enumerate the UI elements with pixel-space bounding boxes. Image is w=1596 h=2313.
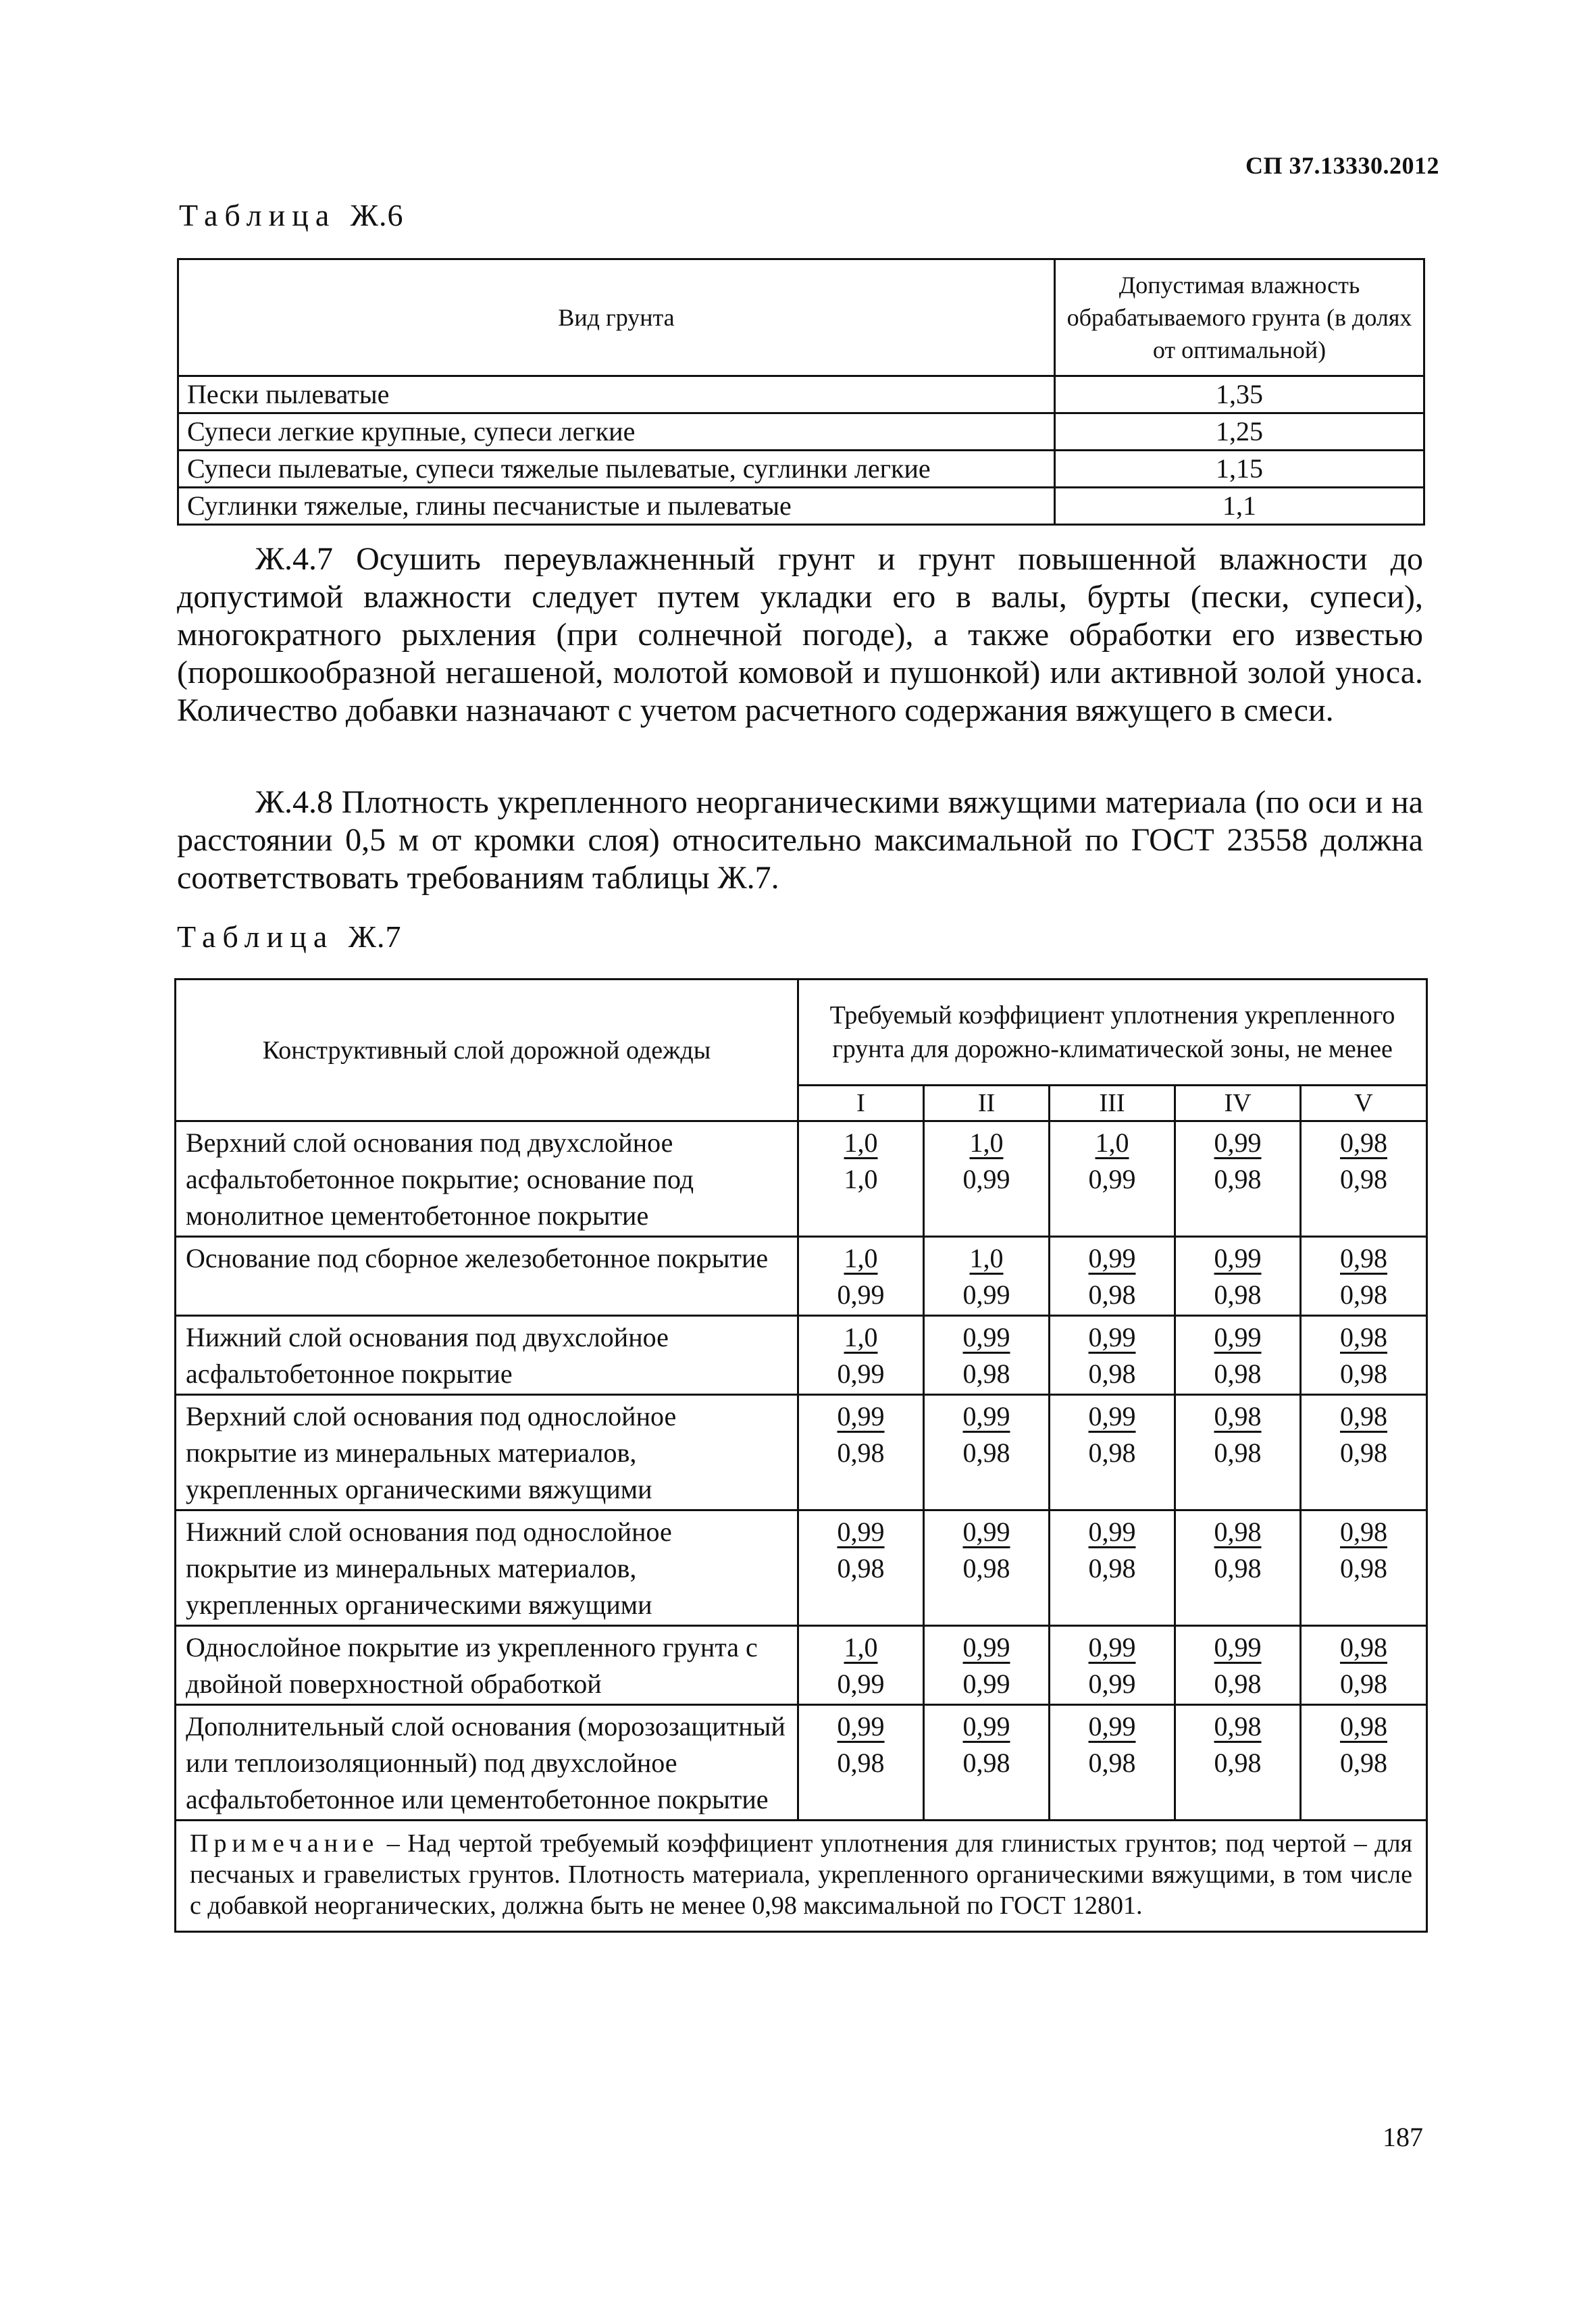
coef-sand: 0,98: [1340, 1669, 1387, 1699]
table-row: [176, 1626, 1427, 1705]
coef-sand: 0,98: [837, 1553, 885, 1583]
coef-clay: 0,98: [1340, 1322, 1387, 1352]
coef-sand: 0,98: [1340, 1553, 1387, 1583]
coef-clay: 0,98: [1340, 1243, 1387, 1273]
coef-clay: 0,99: [1088, 1632, 1136, 1662]
coef-sand: 0,98: [962, 1553, 1010, 1583]
moisture-value-cell: 1,1: [1055, 488, 1424, 525]
coef-sand: 0,98: [1340, 1164, 1387, 1194]
coefficient-cell: [1301, 1316, 1427, 1395]
layer-cell: Нижний слой основания под двухслойное асфальтобетонное покрытие: [176, 1316, 798, 1395]
table-caption: [179, 197, 403, 233]
coef-sand: 0,98: [1340, 1438, 1387, 1468]
coef-clay: 0,99: [962, 1632, 1010, 1662]
coefficient-cell: [1301, 1705, 1427, 1821]
coef-sand: 0,98: [1214, 1358, 1262, 1389]
coef-sand: 0,98: [1214, 1164, 1262, 1194]
coefficient-cell: [1050, 1510, 1175, 1626]
coef-sand: 0,98: [837, 1438, 885, 1468]
caption-number: Ж.7: [348, 919, 402, 954]
coefficient-cell: [1050, 1705, 1175, 1821]
moisture-value-cell: 1,15: [1055, 451, 1424, 488]
caption-label: Таблица: [177, 919, 334, 954]
zone-header: IV: [1175, 1086, 1301, 1121]
coef-sand: 0,98: [1088, 1438, 1136, 1468]
coef-clay: 0,99: [962, 1401, 1010, 1431]
zone-header: II: [924, 1086, 1050, 1121]
header-layer: Конструктивный слой дорожной одежды: [176, 980, 798, 1121]
coefficient-cell: [1301, 1121, 1427, 1237]
zone-header: I: [798, 1086, 924, 1121]
coefficient-cell: [1175, 1626, 1301, 1705]
header-coefficient: Требуемый коэффициент уплотнения укрепленного грунта для дорожно-климатической зоны, не менее: [798, 980, 1427, 1086]
coef-sand: 1,0: [844, 1164, 878, 1194]
coefficient-cell: [798, 1316, 924, 1395]
coef-sand: 0,98: [962, 1438, 1010, 1468]
coefficient-cell: [1175, 1121, 1301, 1237]
coefficient-cell: [798, 1510, 924, 1626]
coef-sand: 0,98: [1088, 1358, 1136, 1389]
table-zh6: [177, 258, 1425, 526]
coefficient-cell: [1301, 1395, 1427, 1510]
table-header-row: [178, 259, 1424, 376]
coef-sand: 0,98: [1340, 1279, 1387, 1310]
coef-clay: 0,99: [1214, 1127, 1262, 1158]
coef-clay: 0,99: [1214, 1632, 1262, 1662]
table-row: [176, 1121, 1427, 1237]
coef-clay: 0,99: [1088, 1517, 1136, 1547]
coef-clay: 0,99: [1214, 1322, 1262, 1352]
coef-sand: 0,98: [1088, 1748, 1136, 1778]
coefficient-cell: [1050, 1316, 1175, 1395]
note-row: [176, 1821, 1427, 1932]
coef-sand: 0,98: [1214, 1669, 1262, 1699]
coef-clay: 1,0: [844, 1243, 878, 1273]
coef-clay: 0,99: [837, 1711, 885, 1742]
coef-sand: 0,98: [837, 1748, 885, 1778]
coef-clay: 0,98: [1340, 1127, 1387, 1158]
coef-clay: 0,99: [1214, 1243, 1262, 1273]
table-row: [176, 1395, 1427, 1510]
header-allowed-moisture: Допустимая влажность обрабатываемого грунта (в долях от оптимальной): [1055, 259, 1424, 376]
coef-clay: 1,0: [1095, 1127, 1129, 1158]
layer-cell: Однослойное покрытие из укрепленного грунта с двойной поверхностной обработкой: [176, 1626, 798, 1705]
coef-sand: 0,99: [1088, 1669, 1136, 1699]
coef-clay: 0,98: [1214, 1517, 1262, 1547]
paragraph-zh-4-7: Ж.4.7 Осушить переувлажненный грунт и грунт повышенной влажности до допустимой влажности следует путем укладки его в валы, бурты (пески, супеси), многократного рыхления (при солнечной погоде), а также обработки его известью (порошкообразной негашеной, молотой комовой и пушонкой) или активной золой уноса. Количество добавки назначают с учетом расчетного содержания вяжущего в смеси.: [177, 541, 1423, 728]
coefficient-cell: [798, 1237, 924, 1316]
coef-sand: 0,99: [837, 1279, 885, 1310]
coef-sand: 0,99: [1088, 1164, 1136, 1194]
layer-cell: Верхний слой основания под двухслойное асфальтобетонное покрытие; основание под монолитное цементобетонное покрытие: [176, 1121, 798, 1237]
coefficient-cell: [1175, 1510, 1301, 1626]
table-header-row: [176, 980, 1427, 1086]
coefficient-cell: [1301, 1237, 1427, 1316]
coef-sand: 0,98: [1340, 1748, 1387, 1778]
coefficient-cell: [798, 1121, 924, 1237]
coef-clay: 0,99: [1088, 1322, 1136, 1352]
layer-cell: Дополнительный слой основания (морозозащитный или теплоизоляционный) под двухслойное асфальтобетонное или цементобетонное покрытие: [176, 1705, 798, 1821]
coefficient-cell: [1301, 1510, 1427, 1626]
table-row: [176, 1237, 1427, 1316]
table-row: [178, 488, 1424, 525]
caption-number: Ж.6: [350, 198, 404, 232]
coef-sand: 0,98: [962, 1748, 1010, 1778]
coefficient-cell: [1050, 1237, 1175, 1316]
table-row: [176, 1316, 1427, 1395]
coefficient-cell: [1175, 1237, 1301, 1316]
soil-type-cell: Суглинки тяжелые, глины песчанистые и пылеватые: [178, 488, 1055, 525]
coefficient-cell: [798, 1626, 924, 1705]
coef-clay: 0,98: [1340, 1401, 1387, 1431]
coef-clay: 0,98: [1340, 1517, 1387, 1547]
coef-clay: 1,0: [844, 1127, 878, 1158]
table-row: [176, 1510, 1427, 1626]
coef-clay: 0,99: [962, 1322, 1010, 1352]
note-text: – Над чертой требуемый коэффициент уплотнения для глинистых грунтов; под чертой – для песчаных и гравелистых грунтов. Плотность материала, укрепленного органическими вяжущими, в том числе с добавкой неорганических, должна быть не менее 0,98 максимальной по ГОСТ 12801.: [190, 1829, 1413, 1920]
coef-clay: 0,98: [1340, 1711, 1387, 1742]
coefficient-cell: [798, 1705, 924, 1821]
coef-clay: 0,99: [962, 1517, 1010, 1547]
coef-sand: 0,99: [962, 1279, 1010, 1310]
table-note: [176, 1821, 1427, 1932]
soil-type-cell: Супеси пылеватые, супеси тяжелые пылеватые, суглинки легкие: [178, 451, 1055, 488]
coefficient-cell: [924, 1510, 1050, 1626]
coefficient-cell: [1301, 1626, 1427, 1705]
coefficient-cell: [798, 1395, 924, 1510]
coefficient-cell: [924, 1626, 1050, 1705]
layer-cell: Нижний слой основания под однослойное покрытие из минеральных материалов, укрепленных органическими вяжущими: [176, 1510, 798, 1626]
coef-sand: 0,98: [962, 1358, 1010, 1389]
coef-clay: 0,99: [962, 1711, 1010, 1742]
coef-sand: 0,99: [962, 1164, 1010, 1194]
coef-clay: 1,0: [969, 1127, 1004, 1158]
coef-clay: 1,0: [969, 1243, 1004, 1273]
coef-sand: 0,98: [1214, 1438, 1262, 1468]
coefficient-cell: [924, 1316, 1050, 1395]
table-row: [176, 1705, 1427, 1821]
coef-sand: 0,98: [1214, 1748, 1262, 1778]
header-soil-type: Вид грунта: [178, 259, 1055, 376]
layer-cell: Верхний слой основания под однослойное покрытие из минеральных материалов, укрепленных органическими вяжущими: [176, 1395, 798, 1510]
coefficient-cell: [1175, 1395, 1301, 1510]
coef-clay: 0,99: [837, 1401, 885, 1431]
table-zh7: [174, 978, 1428, 1933]
coef-sand: 0,99: [837, 1669, 885, 1699]
coefficient-cell: [1050, 1395, 1175, 1510]
paragraph-zh-4-8: Ж.4.8 Плотность укрепленного неорганическими вяжущими материала (по оси и на расстоянии 0,5 м от кромки слоя) относительно максимальной по ГОСТ 23558 должна соответствовать требованиям таблицы Ж.7.: [177, 784, 1423, 896]
coef-sand: 0,98: [1088, 1553, 1136, 1583]
note-label: Примечание: [190, 1829, 380, 1858]
coef-clay: 0,99: [1088, 1243, 1136, 1273]
coef-sand: 0,98: [1214, 1553, 1262, 1583]
coef-sand: 0,99: [962, 1669, 1010, 1699]
coefficient-cell: [924, 1121, 1050, 1237]
coef-clay: 1,0: [844, 1632, 878, 1662]
coefficient-cell: [924, 1395, 1050, 1510]
coefficient-cell: [1175, 1316, 1301, 1395]
document-code: СП 37.13330.2012: [1245, 152, 1439, 179]
table-row: [178, 451, 1424, 488]
coef-sand: 0,98: [1088, 1279, 1136, 1310]
table-row: [178, 376, 1424, 413]
coef-clay: 0,98: [1214, 1711, 1262, 1742]
table-row: [178, 413, 1424, 451]
coefficient-cell: [924, 1705, 1050, 1821]
zone-header: V: [1301, 1086, 1427, 1121]
moisture-value-cell: 1,35: [1055, 376, 1424, 413]
layer-cell: Основание под сборное железобетонное покрытие: [176, 1237, 798, 1316]
coef-clay: 0,99: [1088, 1401, 1136, 1431]
moisture-value-cell: 1,25: [1055, 413, 1424, 451]
coefficient-cell: [1050, 1121, 1175, 1237]
caption-label: Таблица: [179, 198, 336, 232]
soil-type-cell: Пески пылеватые: [178, 376, 1055, 413]
coefficient-cell: [1050, 1626, 1175, 1705]
coef-sand: 0,98: [1214, 1279, 1262, 1310]
coefficient-cell: [1175, 1705, 1301, 1821]
coef-sand: 0,99: [837, 1358, 885, 1389]
coef-clay: 0,98: [1340, 1632, 1387, 1662]
coef-sand: 0,98: [1340, 1358, 1387, 1389]
coef-clay: 0,99: [1088, 1711, 1136, 1742]
coefficient-cell: [924, 1237, 1050, 1316]
zone-header: III: [1050, 1086, 1175, 1121]
coef-clay: 0,98: [1214, 1401, 1262, 1431]
table-caption: [177, 919, 401, 955]
soil-type-cell: Супеси легкие крупные, супеси легкие: [178, 413, 1055, 451]
coef-clay: 1,0: [844, 1322, 878, 1352]
coef-clay: 0,99: [837, 1517, 885, 1547]
page-number: 187: [1383, 2122, 1423, 2152]
